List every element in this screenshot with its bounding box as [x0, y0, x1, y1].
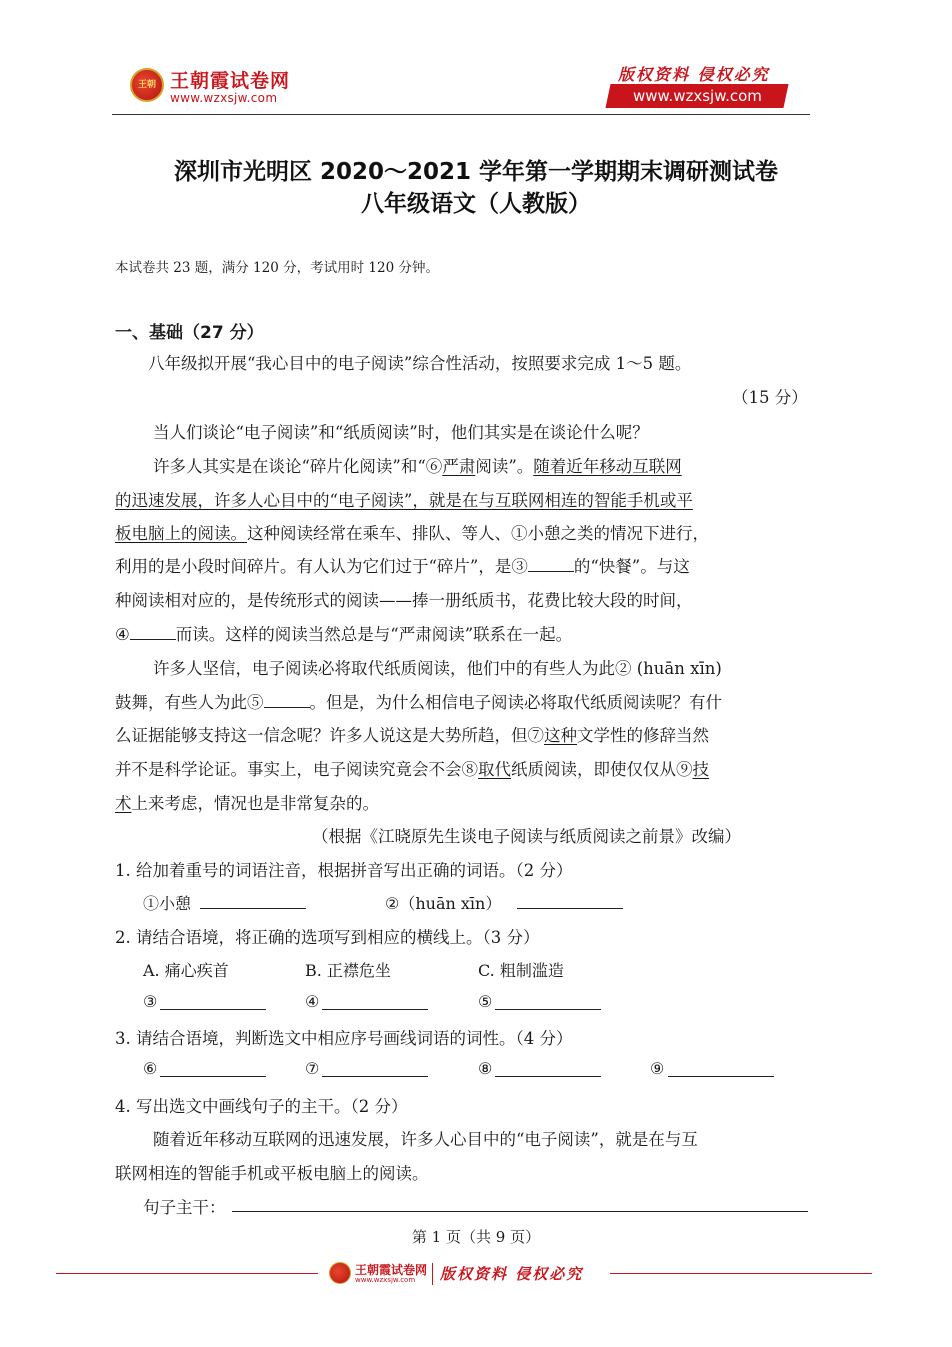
q3-label-7: ⑦	[305, 1059, 320, 1078]
underlined-sentence: 随着近年移动互联网	[533, 457, 682, 476]
footer-logo-icon	[329, 1262, 351, 1284]
underlined-word-9: 术	[115, 794, 132, 813]
q2-option-a: A. 痛心疾首	[143, 961, 229, 980]
passage-text: 鼓舞，有些人为此⑤	[115, 693, 264, 712]
underlined-sentence: 的迅速发展，许多人心目中的“电子阅读”，就是在与互联网相连的智能手机或平	[115, 491, 693, 510]
q3-label-8: ⑧	[478, 1059, 493, 1078]
q1-answer-2[interactable]	[517, 908, 623, 909]
brand-logo-icon: 王朝	[130, 68, 164, 102]
passage-text: 阅读”。	[475, 457, 534, 476]
passage-line	[115, 520, 709, 544]
q2-option-c: C. 粗制滥造	[478, 961, 564, 980]
q2-answer-3[interactable]	[160, 1009, 266, 1010]
passage-text: 么证据能够支持这一信念呢？许多人说这是大势所趋，但⑦	[115, 726, 544, 745]
q2-answer-5[interactable]	[495, 1009, 601, 1010]
copyright-notice: 版权资料 侵权必究	[618, 65, 770, 84]
passage-text: 的“快餐”。与这	[573, 557, 690, 576]
header-divider	[112, 114, 810, 115]
q2-answer-4[interactable]	[322, 1009, 428, 1010]
q3-label-6: ⑥	[143, 1059, 158, 1078]
q1-answer-1[interactable]	[200, 908, 306, 909]
passage-text: 而读。这样的阅读当然总是与“严肃阅读”联系在一起。	[175, 625, 573, 644]
passage-text: 。但是，为什么相信电子阅读必将取代纸质阅读呢？有什	[309, 693, 722, 712]
fill-blank-3[interactable]	[528, 557, 574, 572]
brand-name: 王朝霞试卷网	[170, 70, 291, 92]
q4-answer-label: 句子主干：	[143, 1198, 226, 1217]
underlined-word-8: 取代	[478, 760, 511, 779]
passage-source: （根据《江晓原先生谈电子阅读与纸质阅读之前景》改编）	[312, 827, 741, 846]
passage-text: 利用的是小段时间碎片。有人认为它们过于“碎片”，是③	[115, 557, 528, 576]
intro-text: 八年级拟开展“我心目中的电子阅读”综合性活动，按照要求完成 1～5 题。	[148, 354, 692, 373]
q2-label-4: ④	[305, 992, 320, 1011]
q3-answer-7[interactable]	[322, 1076, 428, 1077]
exam-title: 深圳市光明区 2020～2021 学年第一学期期末调研测试卷	[173, 159, 779, 185]
passage-line	[115, 790, 379, 814]
q3-answer-8[interactable]	[495, 1076, 601, 1077]
passage-line: 许多人坚信，电子阅读必将取代纸质阅读，他们中的有些人为此② (huān xīn)	[153, 659, 722, 678]
q2-label-3: ③	[143, 992, 158, 1011]
passage-text: 文学性的修辞当然	[577, 726, 709, 745]
underlined-word-6: 严肃	[442, 457, 476, 476]
passage-text: 纸质阅读，即使仅仅从⑨	[511, 760, 693, 779]
passage-line	[115, 621, 572, 645]
q4-sentence: 随着近年移动互联网的迅速发展，许多人心目中的“电子阅读”，就是在与互	[153, 1130, 698, 1149]
footer-rule-left	[56, 1273, 318, 1274]
q1-item-1: ①小憩	[143, 894, 192, 913]
q2-option-b: B. 正襟危坐	[305, 961, 391, 980]
underlined-word-7: 这种	[544, 726, 577, 745]
intro-score: （15 分）	[732, 388, 808, 407]
exam-note: 本试卷共 23 题，满分 120 分，考试用时 120 分钟。	[115, 260, 439, 276]
exam-subtitle: 八年级语文（人教版）	[361, 191, 591, 217]
passage-line	[115, 553, 690, 577]
question-1: 1. 给加着重号的词语注音，根据拼音写出正确的词语。（2 分）	[115, 861, 573, 880]
passage-line	[115, 756, 709, 780]
underlined-word-9: 技	[692, 760, 709, 779]
url-banner[interactable]	[605, 84, 788, 108]
url-banner-text: www.wzxsjw.com	[632, 87, 762, 105]
fill-blank-5[interactable]	[264, 693, 310, 708]
footer-rule-right	[610, 1273, 872, 1274]
page-number: 第 1 页（共 9 页）	[411, 1228, 541, 1246]
footer-copyright: 版权资料 侵权必究	[440, 1265, 584, 1283]
passage-text: 并不是科学论证。事实上，电子阅读究竟会不会⑧	[115, 760, 478, 779]
footer-divider	[432, 1263, 433, 1285]
underlined-sentence: 板电脑上的阅读。	[115, 524, 247, 543]
passage-line	[115, 487, 693, 511]
passage-line	[115, 689, 722, 713]
brand-url[interactable]: www.wzxsjw.com	[170, 91, 278, 105]
section-heading: 一、基础（27 分）	[115, 323, 264, 343]
question-2: 2. 请结合语境，将正确的选项写到相应的横线上。（3 分）	[115, 928, 540, 947]
passage-text: 上来考虑，情况也是非常复杂的。	[131, 794, 379, 813]
passage-text: 许多人其实是在谈论“碎片化阅读”和“⑥	[153, 457, 443, 476]
question-3: 3. 请结合语境，判断选文中相应序号画线词语的词性。（4 分）	[115, 1029, 573, 1048]
footer-brand-url[interactable]: www.wzxsjw.com	[355, 1276, 416, 1284]
q4-sentence: 联网相连的智能手机或平板电脑上的阅读。	[115, 1164, 429, 1183]
q3-answer-9[interactable]	[668, 1076, 774, 1077]
passage-text: ④	[115, 625, 130, 644]
q3-answer-6[interactable]	[160, 1076, 266, 1077]
q1-item-2: ②（huān xīn）	[385, 894, 502, 913]
passage-line	[115, 722, 709, 746]
passage-line: 种阅读相对应的，是传统形式的阅读——捧一册纸质书，花费比较大段的时间，	[115, 591, 693, 610]
passage-line	[153, 453, 682, 477]
passage-line: 当人们谈论“电子阅读”和“纸质阅读”时，他们其实是在谈论什么呢？	[153, 423, 649, 442]
fill-blank-4[interactable]	[130, 625, 176, 640]
passage-text: 这种阅读经常在乘车、排队、等人、①小憩之类的情况下进行，	[247, 524, 709, 543]
q4-answer-line[interactable]	[232, 1211, 808, 1212]
footer-brand-name: 王朝霞试卷网	[355, 1263, 428, 1277]
q2-label-5: ⑤	[478, 992, 493, 1011]
question-4: 4. 写出选文中画线句子的主干。（2 分）	[115, 1097, 408, 1116]
q3-label-9: ⑨	[650, 1059, 665, 1078]
